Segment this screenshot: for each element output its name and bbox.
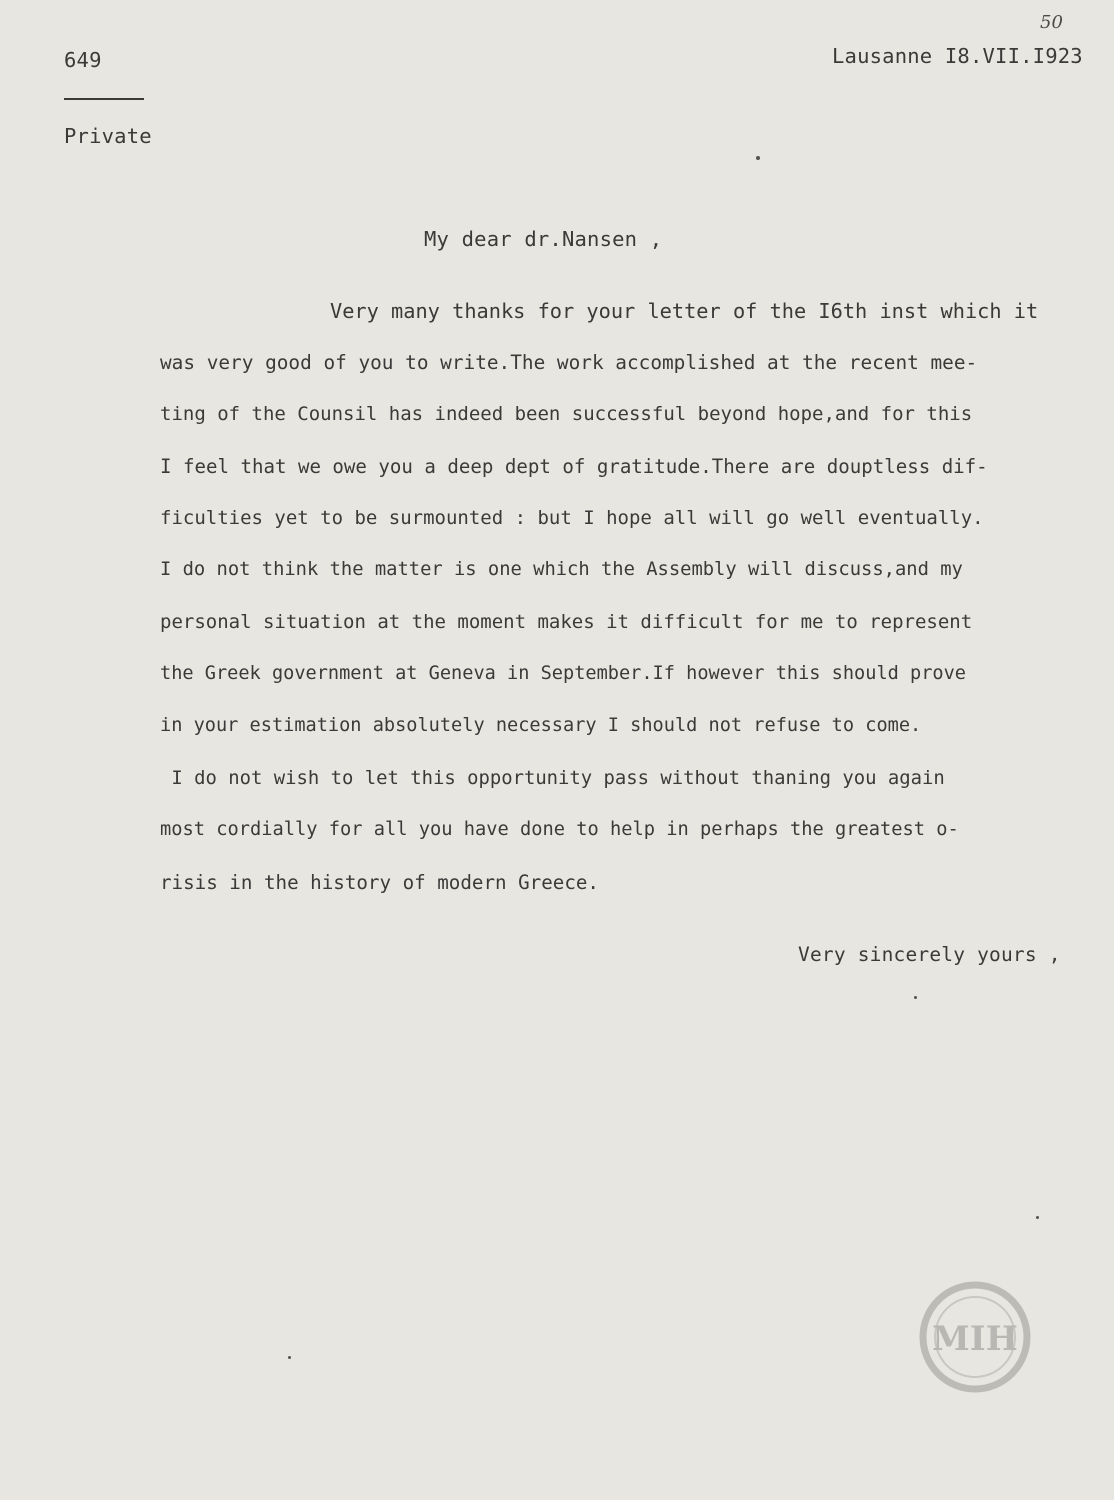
- closing: Very sincerely yours ,: [798, 943, 1061, 966]
- paper-speck: [1036, 1216, 1039, 1219]
- body-line: I do not wish to let this opportunity pass without thaning you again: [160, 767, 945, 789]
- body-line: ting of the Counsil has indeed been successful beyond hope,and for this: [160, 403, 973, 425]
- paper-speck: [288, 1356, 291, 1359]
- archive-stamp: [918, 1280, 1032, 1394]
- paper-speck: [756, 156, 760, 160]
- folio-number: 649: [64, 48, 102, 72]
- body-line: personal situation at the moment makes it difficult for me to represent: [160, 611, 973, 633]
- body-line: was very good of you to write.The work accomplished at the recent mee-: [160, 351, 978, 374]
- salutation: My dear dr.Nansen ,: [424, 227, 663, 251]
- body-line: ficulties yet to be surmounted : but I hope all will go well eventually.: [160, 507, 984, 529]
- page-number: 50: [1040, 12, 1063, 33]
- place-date: Lausanne I8.VII.I923: [832, 44, 1083, 68]
- classification-label: Private: [64, 124, 152, 148]
- body-line: I feel that we owe you a deep dept of gratitude.There are douptless dif-: [160, 455, 988, 478]
- body-line: the Greek government at Geneva in September.If however this should prove: [160, 663, 966, 684]
- folio-underline: [64, 98, 144, 100]
- body-line: in your estimation absolutely necessary I should not refuse to come.: [160, 715, 922, 736]
- paper-speck: [914, 996, 917, 999]
- body-line: I do not think the matter is one which the Assembly will discuss,and my: [160, 559, 963, 580]
- stamp-lettering: ΜΙΗ: [932, 1319, 1018, 1359]
- body-line: Very many thanks for your letter of the I6th inst which it: [330, 299, 1039, 323]
- body-line: risis in the history of modern Greece.: [160, 871, 599, 894]
- body-line: most cordially for all you have done to help in perhaps the greatest o-: [160, 819, 959, 840]
